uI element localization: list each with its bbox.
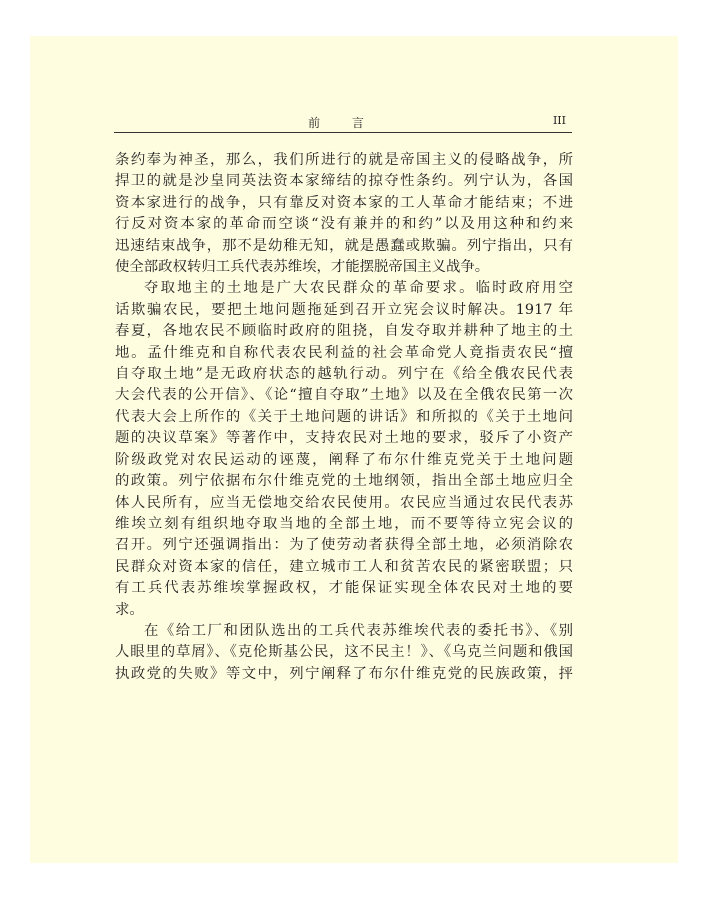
text-line: 执政党的失败》等文中，列宁阐释了布尔什维克党的民族政策，抨 [115,665,573,682]
text-line: 代表大会上所作的《关于土地问题的讲话》和所拟的《关于土地问 [115,408,573,425]
text-line: 地。孟什维克和自称代表农民利益的社会革命党人竟指责农民“擅 [115,344,573,361]
text-line: 行反对资本家的革命而空谈“没有兼并的和约”以及用这种和约来 [115,216,573,233]
text-line: 条约奉为神圣，那么，我们所进行的就是帝国主义的侵略战争，所 [115,152,573,168]
text-line: 维埃立刻有组织地夺取当地的全部土地，而不要等待立宪会议的 [115,515,573,532]
text-line: 有工兵代表苏维埃掌握政权，才能保证实现全体农民对土地的要 [115,580,573,597]
page-number: III [552,114,566,127]
text-line: 春夏，各地农民不顾临时政府的阻挠，自发夺取并耕种了地主的土 [115,323,573,340]
text-line: 夺取地主的土地是广大农民群众的革命要求。临时政府用空 [144,280,573,297]
text-line: 资本家进行的战争，只有靠反对资本家的工人革命才能结束；不进 [115,194,573,211]
text-line: 话欺骗农民，要把土地问题拖延到召开立宪会议时解决。1917 年 [115,301,573,318]
text-line: 自夺取土地”是无政府状态的越轨行动。列宁在《给全俄农民代表 [115,366,573,383]
body-text [115,150,573,685]
text-line: 迅速结束战争，那不是幼稚无知，就是愚蠢或欺骗。列宁指出，只有 [115,237,573,254]
text-line: 求。 [115,601,144,618]
header-title: 前 言 [308,116,378,130]
text-line: 题的决议草案》等著作中，支持农民对土地的要求，驳斥了小资产 [115,430,573,447]
text-line: 体人民所有，应当无偿地交给农民使用。农民应当通过农民代表苏 [115,494,573,511]
text-line: 召开。列宁还强调指出：为了使劳动者获得全部土地，必须消除农 [115,537,573,554]
text-line: 大会代表的公开信》、《论“擅自夺取”土地》以及在全俄农民第一次 [115,387,573,404]
text-line: 捍卫的就是沙皇同英法资本家缔结的掠夺性条约。列宁认为，各国 [115,173,573,190]
running-header [114,112,572,133]
text-line: 的政策。列宁依据布尔什维克党的土地纲领，指出全部土地应归全 [115,473,573,490]
text-line: 在《给工厂和团队选出的工兵代表苏维埃代表的委托书》、《别 [144,622,573,639]
text-line: 使全部政权转归工兵代表苏维埃，才能摆脱帝国主义战争。 [115,259,490,276]
text-line: 阶级政党对农民运动的诬蔑，阐释了布尔什维克党关于土地问题 [115,451,573,468]
text-line: 人眼里的草屑》、《克伦斯基公民，这不民主！》、《乌克兰问题和俄国 [115,644,573,661]
text-line: 民群众对资本家的信任，建立城市工人和贫苦农民的紧密联盟；只 [115,558,573,575]
